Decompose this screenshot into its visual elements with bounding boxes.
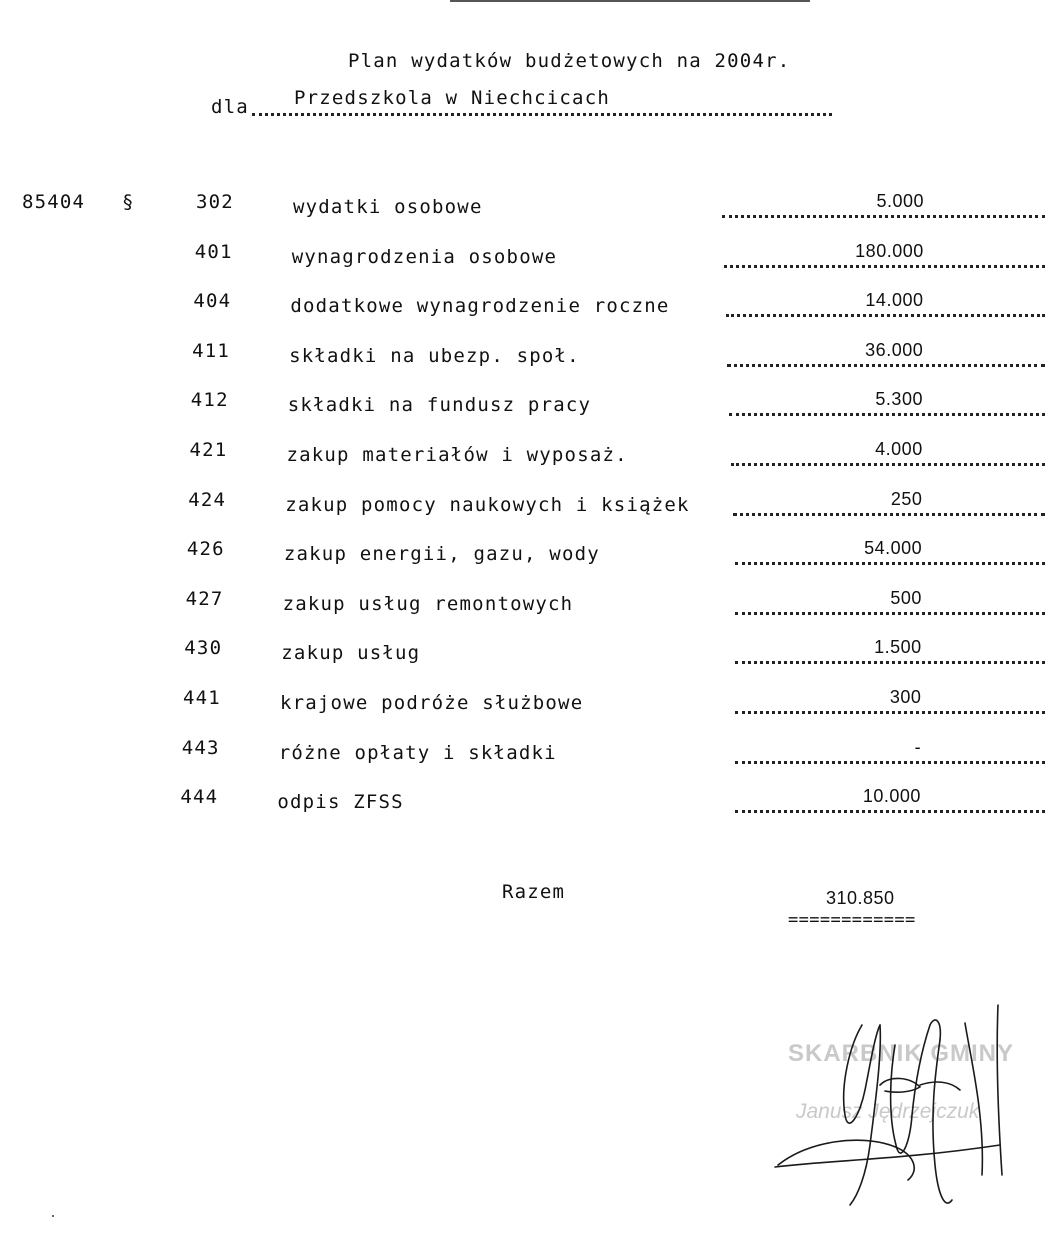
row-dotted-line [731, 463, 1045, 466]
row-name: wydatki osobowe [293, 196, 483, 218]
row-dotted-line [726, 314, 1045, 317]
row-dotted-line [724, 265, 1045, 268]
row-amount: 36.000 [865, 339, 924, 360]
total-label: Razem [502, 881, 566, 903]
row-amount: 300 [889, 687, 922, 707]
row-code: 421 [189, 439, 228, 461]
total-double-underline: ============ [788, 910, 916, 930]
row-dotted-line [735, 761, 1045, 764]
row-name: zakup energii, gazu, wody [283, 543, 600, 566]
scan-speck [52, 1215, 54, 1217]
row-code: 443 [181, 736, 220, 759]
chapter-code: 85404 [22, 191, 86, 213]
row-amount: 500 [890, 587, 922, 608]
row-amount: 5.300 [875, 389, 923, 410]
row-amount: - [914, 736, 922, 757]
row-amount: 14.000 [865, 290, 924, 311]
row-amount: 54.000 [864, 538, 923, 559]
unit-name: Przedszkola w Niechcicach [294, 87, 610, 109]
row-name: zakup pomocy naukowych i książek [285, 493, 690, 516]
row-name: odpis ZFSS [277, 791, 404, 814]
row-amount: 5.000 [876, 191, 924, 211]
row-name: składki na ubezp. społ. [289, 344, 580, 367]
row-dotted-line [735, 810, 1045, 813]
row-code: 401 [194, 240, 233, 263]
row-name: zakup usług remontowych [282, 592, 574, 615]
total-amount: 310.850 [826, 888, 895, 908]
unit-dotted-line [252, 113, 832, 116]
row-amount: 4.000 [875, 439, 923, 459]
stamp-title: SKARBNIK GMINY [788, 1040, 1015, 1067]
row-code: 441 [183, 687, 221, 709]
row-amount: 1.500 [874, 637, 922, 658]
row-name: wynagrodzenia osobowe [291, 245, 558, 268]
row-name: dodatkowe wynagrodzenie roczne [290, 295, 670, 318]
stamp-name: Janusz Jędrzejczuk [796, 1100, 980, 1123]
unit-label-prefix: dla [211, 96, 249, 118]
row-code: 444 [180, 786, 219, 809]
row-dotted-line [735, 661, 1045, 664]
row-dotted-line [733, 513, 1045, 516]
row-dotted-line [722, 215, 1045, 218]
row-dotted-line [735, 612, 1045, 615]
row-code: 411 [192, 339, 231, 362]
signature [770, 995, 1045, 1225]
row-name: różne opłaty i składki [278, 741, 557, 764]
paragraph-sign: § [122, 191, 135, 213]
row-amount: 250 [890, 488, 923, 509]
row-code: 424 [188, 488, 227, 511]
row-dotted-line [727, 364, 1045, 367]
row-code: 404 [193, 290, 232, 313]
document-title: Plan wydatków budżetowych na 2004r. [348, 50, 791, 72]
row-code: 412 [190, 389, 229, 412]
row-name: zakup usług [281, 642, 421, 665]
row-code: 430 [184, 637, 223, 660]
row-amount: 10.000 [862, 786, 921, 807]
row-dotted-line [735, 562, 1045, 565]
row-code: 302 [196, 191, 234, 213]
row-name: składki na fundusz pracy [287, 394, 592, 417]
row-name: krajowe podróże służbowe [280, 692, 584, 714]
row-dotted-line [735, 711, 1045, 714]
row-name: zakup materiałów i wyposaż. [286, 444, 628, 466]
row-dotted-line [729, 413, 1045, 416]
row-code: 426 [186, 538, 225, 561]
row-amount: 180.000 [855, 240, 924, 261]
scan-edge-line [450, 0, 810, 2]
row-code: 427 [185, 587, 224, 610]
